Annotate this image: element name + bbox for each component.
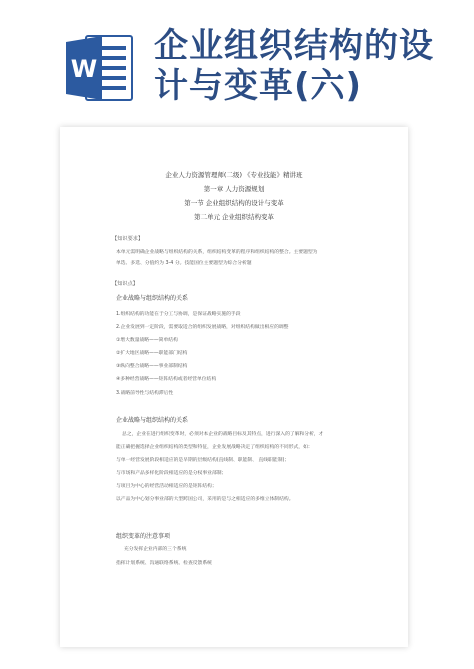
document-page (60, 127, 408, 647)
requirements-line: 单选、多选、分值约为 3-4 分。技能国位主要题型为综合分析题 (116, 261, 252, 266)
knowledge-points-label: 【知识点】 (112, 281, 138, 287)
section1-item: 3.战略前导性与结构滞后性 (116, 391, 174, 396)
doc-heading-course: 企业人力资源管理师(二级) 《专业技能》精讲班 (165, 171, 303, 179)
doc-heading-unit: 第二单元 企业组织结构变革 (193, 213, 275, 221)
section1-item: ②扩大地区战略——职能部门结构 (116, 351, 188, 356)
section2-item: 总之，企业在进行组织变革时，必须对本企业的战略目标及其特点，进行深入的了解和分析，才 (122, 432, 324, 437)
section1-item: ①增大数量战略——简单结构 (116, 338, 178, 343)
section2-item: 与市场和产品多样化阶段相适应的是分权事业部制； (116, 471, 227, 476)
section1-item: 2.企业发展到一定阶段，需要取适合的组织发展战略，对组织结构做出相应的调整 (116, 325, 289, 330)
section1-title: 企业战略与组织结构的关系 (116, 295, 189, 302)
section2-item: 与项目为中心的经营活动相适应的是矩阵结构； (116, 484, 217, 489)
svg-text:W: W (70, 55, 98, 83)
doc-heading-section: 第一节 企业组织结构的设计与变革 (184, 199, 284, 207)
section3-item: 指挥计划系统、沟通联络系统、检查反馈系统 (116, 561, 212, 566)
section2-item: 以产品为中心划分事业部的大型跨国公司，采用的是与之相适应的多维立体制结构。 (116, 497, 294, 502)
section2-item: 能正确把握选择企业组织结构的类型和特征，企业发展战略决定了组织结构的不同形式，如： (116, 445, 313, 450)
section1-item: ③纵向整合战略——事业部制结构 (116, 364, 188, 369)
requirements-line: 本单元需明确企业战略与组织结构的关系，组织结构变革的程序和组织结构的整合。主要题型为 (116, 250, 318, 255)
doc-heading-chapter: 第一章 人力资源规划 (203, 185, 265, 193)
section2-title: 企业战略与组织结构的关系 (116, 417, 189, 424)
header-band (0, 0, 474, 128)
section3-item: 充分发挥企业内部的三个系统 (124, 547, 187, 552)
section3-title: 组织变革的注意事项 (116, 533, 171, 540)
word-document-icon (64, 30, 136, 106)
section2-item: 与单一经营发展阶段相适应的是早期的层级结构(直线制、职能制、 直线职能制)； (116, 458, 290, 463)
section1-item: ④多种经营战略——矩阵结构或者经营单位结构 (116, 377, 217, 382)
page-title-line-2: 计与变革(六) (154, 66, 363, 106)
page-title-line-1: 企业组织结构的设 (154, 26, 434, 66)
knowledge-requirements-label: 【知识要求】 (112, 236, 144, 242)
section1-item: 1.组织结构的功能在于分工与协调，是保证战略实施的手段 (116, 312, 241, 317)
